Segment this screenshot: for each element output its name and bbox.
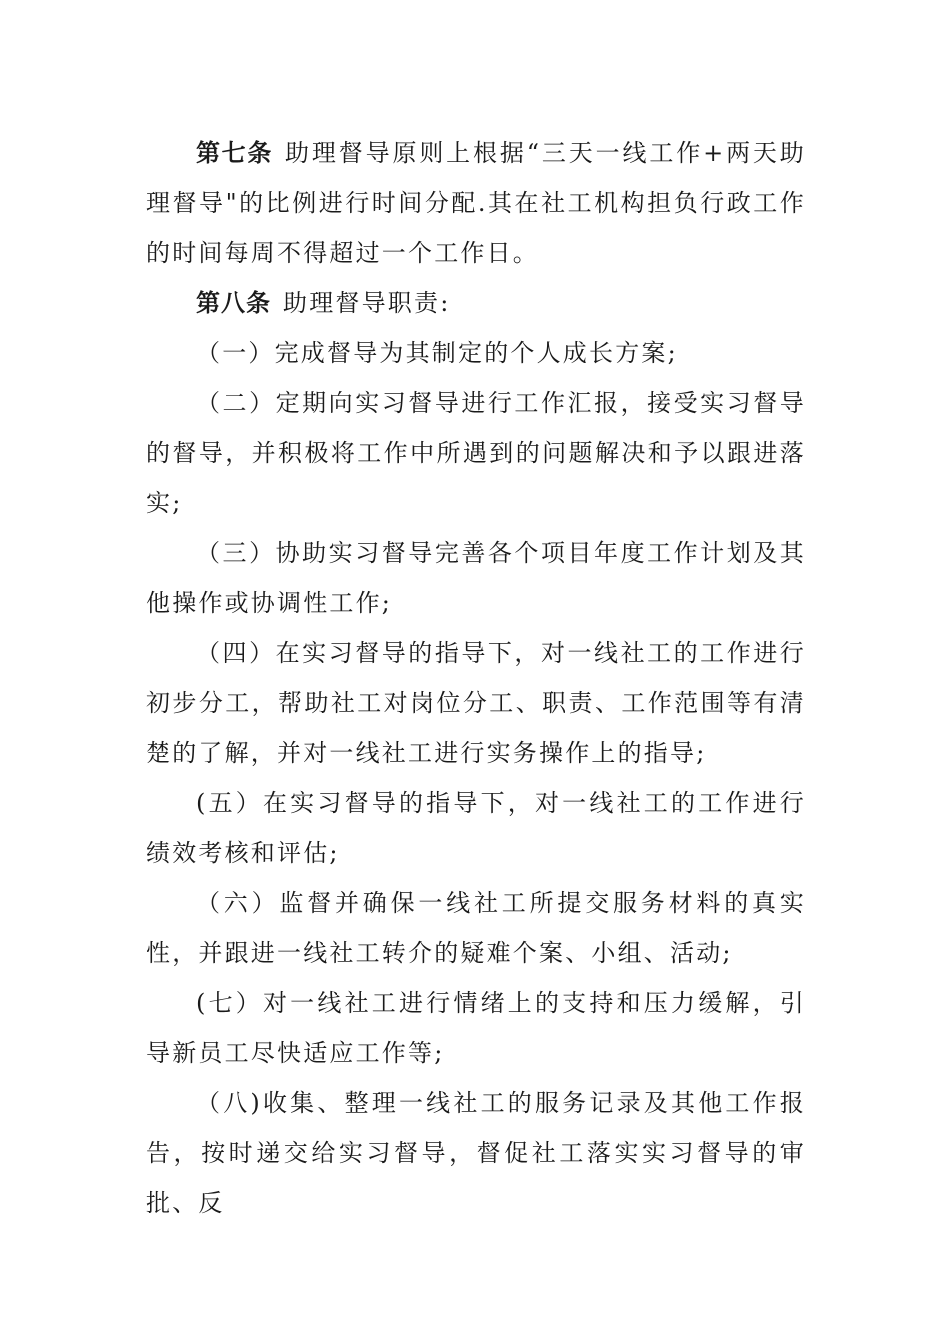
article-8-text: 助理督导职责: [283, 289, 451, 317]
duty-item-6: （六）监督并确保一线社工所提交服务材料的真实性，并跟进一线社工转介的疑难个案、小组、活动; [146, 889, 806, 967]
article-7-text: 助理督导原则上根据“三天一线工作+两天助理督导"的比例进行时间分配.其在社工机构担负行政工作的时间每周不得超过一个工作日。 [146, 139, 806, 267]
duty-item-5: (五）在实习督导的指导下，对一线社工的工作进行绩效考核和评估; [146, 789, 806, 867]
duty-item-7: (七）对一线社工进行情绪上的支持和压力缓解，引导新员工尽快适应工作等; [146, 989, 806, 1067]
article-8 [146, 278, 806, 328]
document-page [146, 128, 806, 1228]
article-7-label: 第七条 [196, 139, 273, 167]
duty-item-1: （一）完成督导为其制定的个人成长方案; [196, 339, 678, 367]
duty-item-8: （八)收集、整理一线社工的服务记录及其他工作报告，按时递交给实习督导，督促社工落实实习督导的审批、反 [146, 1089, 806, 1217]
article-7 [146, 128, 806, 278]
duty-item-3: （三）协助实习督导完善各个项目年度工作计划及其他操作或协调性工作; [146, 539, 806, 617]
duty-item-2: （二）定期向实习督导进行工作汇报，接受实习督导的督导，并积极将工作中所遇到的问题解决和予以跟进落实; [146, 389, 806, 517]
duty-item-4: （四）在实习督导的指导下，对一线社工的工作进行初步分工，帮助社工对岗位分工、职责、工作范围等有清楚的了解，并对一线社工进行实务操作上的指导; [146, 639, 806, 767]
article-8-label: 第八条 [196, 289, 271, 317]
